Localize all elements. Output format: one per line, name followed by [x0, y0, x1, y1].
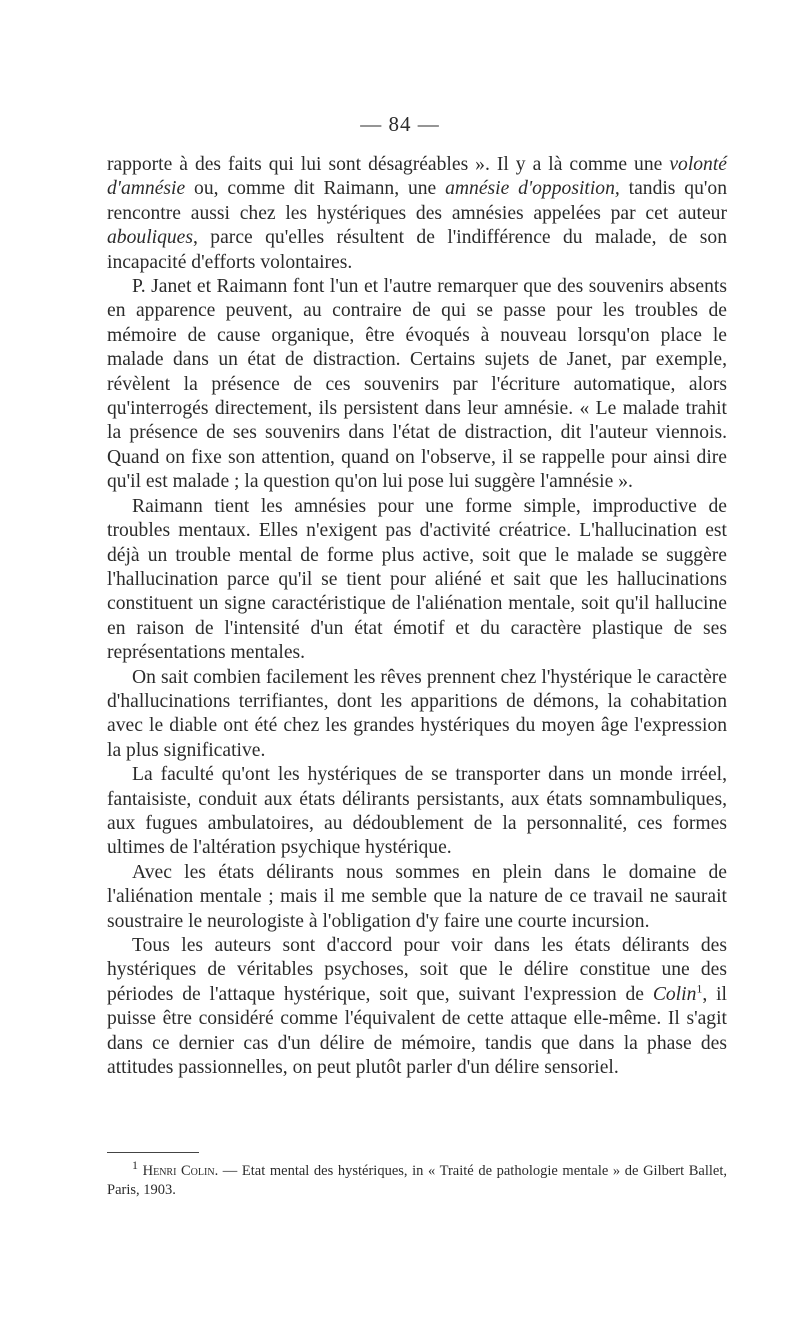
page-number: — 84 —	[360, 112, 440, 136]
text-run: ou, comme dit Raimann, une	[185, 178, 446, 200]
text-run: Tous les auteurs sont d'accord pour voir dans les états délirants des hystériques de véritables psychoses, soit que le délire constitue une des périodes de l'attaque hystérique, soit que, suivant l'expression de	[107, 935, 727, 1005]
paragraph	[107, 275, 727, 495]
text-run: rapporte à des faits qui lui sont désagréables ». Il y a là comme une	[107, 154, 670, 175]
text-run: Avec les états délirants nous sommes en plein dans le domaine de l'aliénation mentale ; mais il me semble que la nature de ce travail ne saurait soustraire le neurologiste à l'obligation d'y faire une courte incursion.	[107, 861, 727, 932]
footnote-reference: 1	[696, 981, 703, 996]
footnote-author: Henri Colin.	[142, 1163, 219, 1179]
footnote-marker: 1	[132, 1158, 138, 1173]
italic-text: amnésie d'opposition,	[445, 178, 620, 200]
text-run: , parce qu'elles résultent de l'indifférence du malade, de son incapacité d'efforts volontaires.	[107, 227, 727, 273]
footnote-rule	[107, 1152, 199, 1153]
paragraph	[107, 495, 727, 666]
paragraph	[107, 763, 727, 861]
italic-text: Colin	[652, 983, 697, 1005]
paragraph	[107, 666, 727, 764]
italic-text: abouliques	[107, 227, 193, 249]
text-run: On sait combien facilement les rêves prennent chez l'hystérique le caractère d'hallucinations terrifiantes, dont les apparitions de démons, la cohabitation avec le diable ont été chez les grandes hystériques du moyen âge l'expression la plus significative.	[107, 666, 727, 761]
footnote	[107, 1158, 727, 1200]
footnote-paragraph	[107, 1158, 727, 1200]
text-run: tandis qu'on rencontre aussi chez les hystériques des amnésies appelées par cet auteur	[107, 178, 728, 224]
text-run: Raimann tient les amnésies pour une forme simple, improductive de troubles mentaux. Elles n'exigent pas d'activité créatrice. L'hallucination est déjà un trouble mental de forme plus active, soit que le malade se suggère l'hallucination parce qu'il se tient pour aliéné et sait que les hallucinations constituent un signe caractéristique de l'aliénation mentale, soit qu'il hallucine en raison de l'intensité d'un état émotif et du caractère plastique de ses représentations mentales.	[107, 495, 727, 664]
text-run: P. Janet et Raimann font l'un et l'autre remarquer que des souvenirs absents en apparence peuvent, au contraire de qui se passe pour les troubles de mémoire de cause organique, être évoqués à nouveau lorsqu'on place le malade dans un état de distraction. Certains sujets de Janet, par exemple, révèlent la présence de ces souvenirs par l'écriture automatique, alors qu'interrogés directement, ils persistent dans leur amnésie. « Le malade trahit la présence de ses souvenirs dans l'état de distraction, dit l'auteur viennois. Quand on fixe son attention, quand on l'observe, il se rappelle pour ainsi dire qu'il est malade ; la question qu'on lui pose lui suggère l'amnésie ».	[107, 276, 727, 493]
text-run: , il puisse être considéré comme l'équivalent de cette attaque elle-même. Il s'agit dans ce dernier cas d'un délire de mémoire, tandis que dans la phase des attitudes passionnelles, on peut plutôt parler d'un délire sensoriel.	[107, 983, 727, 1079]
paragraph	[107, 861, 727, 934]
body-text	[107, 153, 727, 1080]
footnote-text: — Etat mental des hystériques, in « Traité de pathologie mentale » de Gilbert Ballet, Paris, 1903.	[107, 1163, 727, 1198]
paragraph	[107, 934, 727, 1080]
paragraph	[107, 153, 727, 275]
text-run: La faculté qu'ont les hystériques de se transporter dans un monde irréel, fantaisiste, conduit aux états délirants persistants, aux états somnambuliques, aux fugues ambulatoires, au dédoublement de la personnalité, ces formes ultimes de l'altération psychique hystérique.	[107, 764, 727, 859]
italic-text: volonté d'amnésie	[107, 154, 727, 200]
